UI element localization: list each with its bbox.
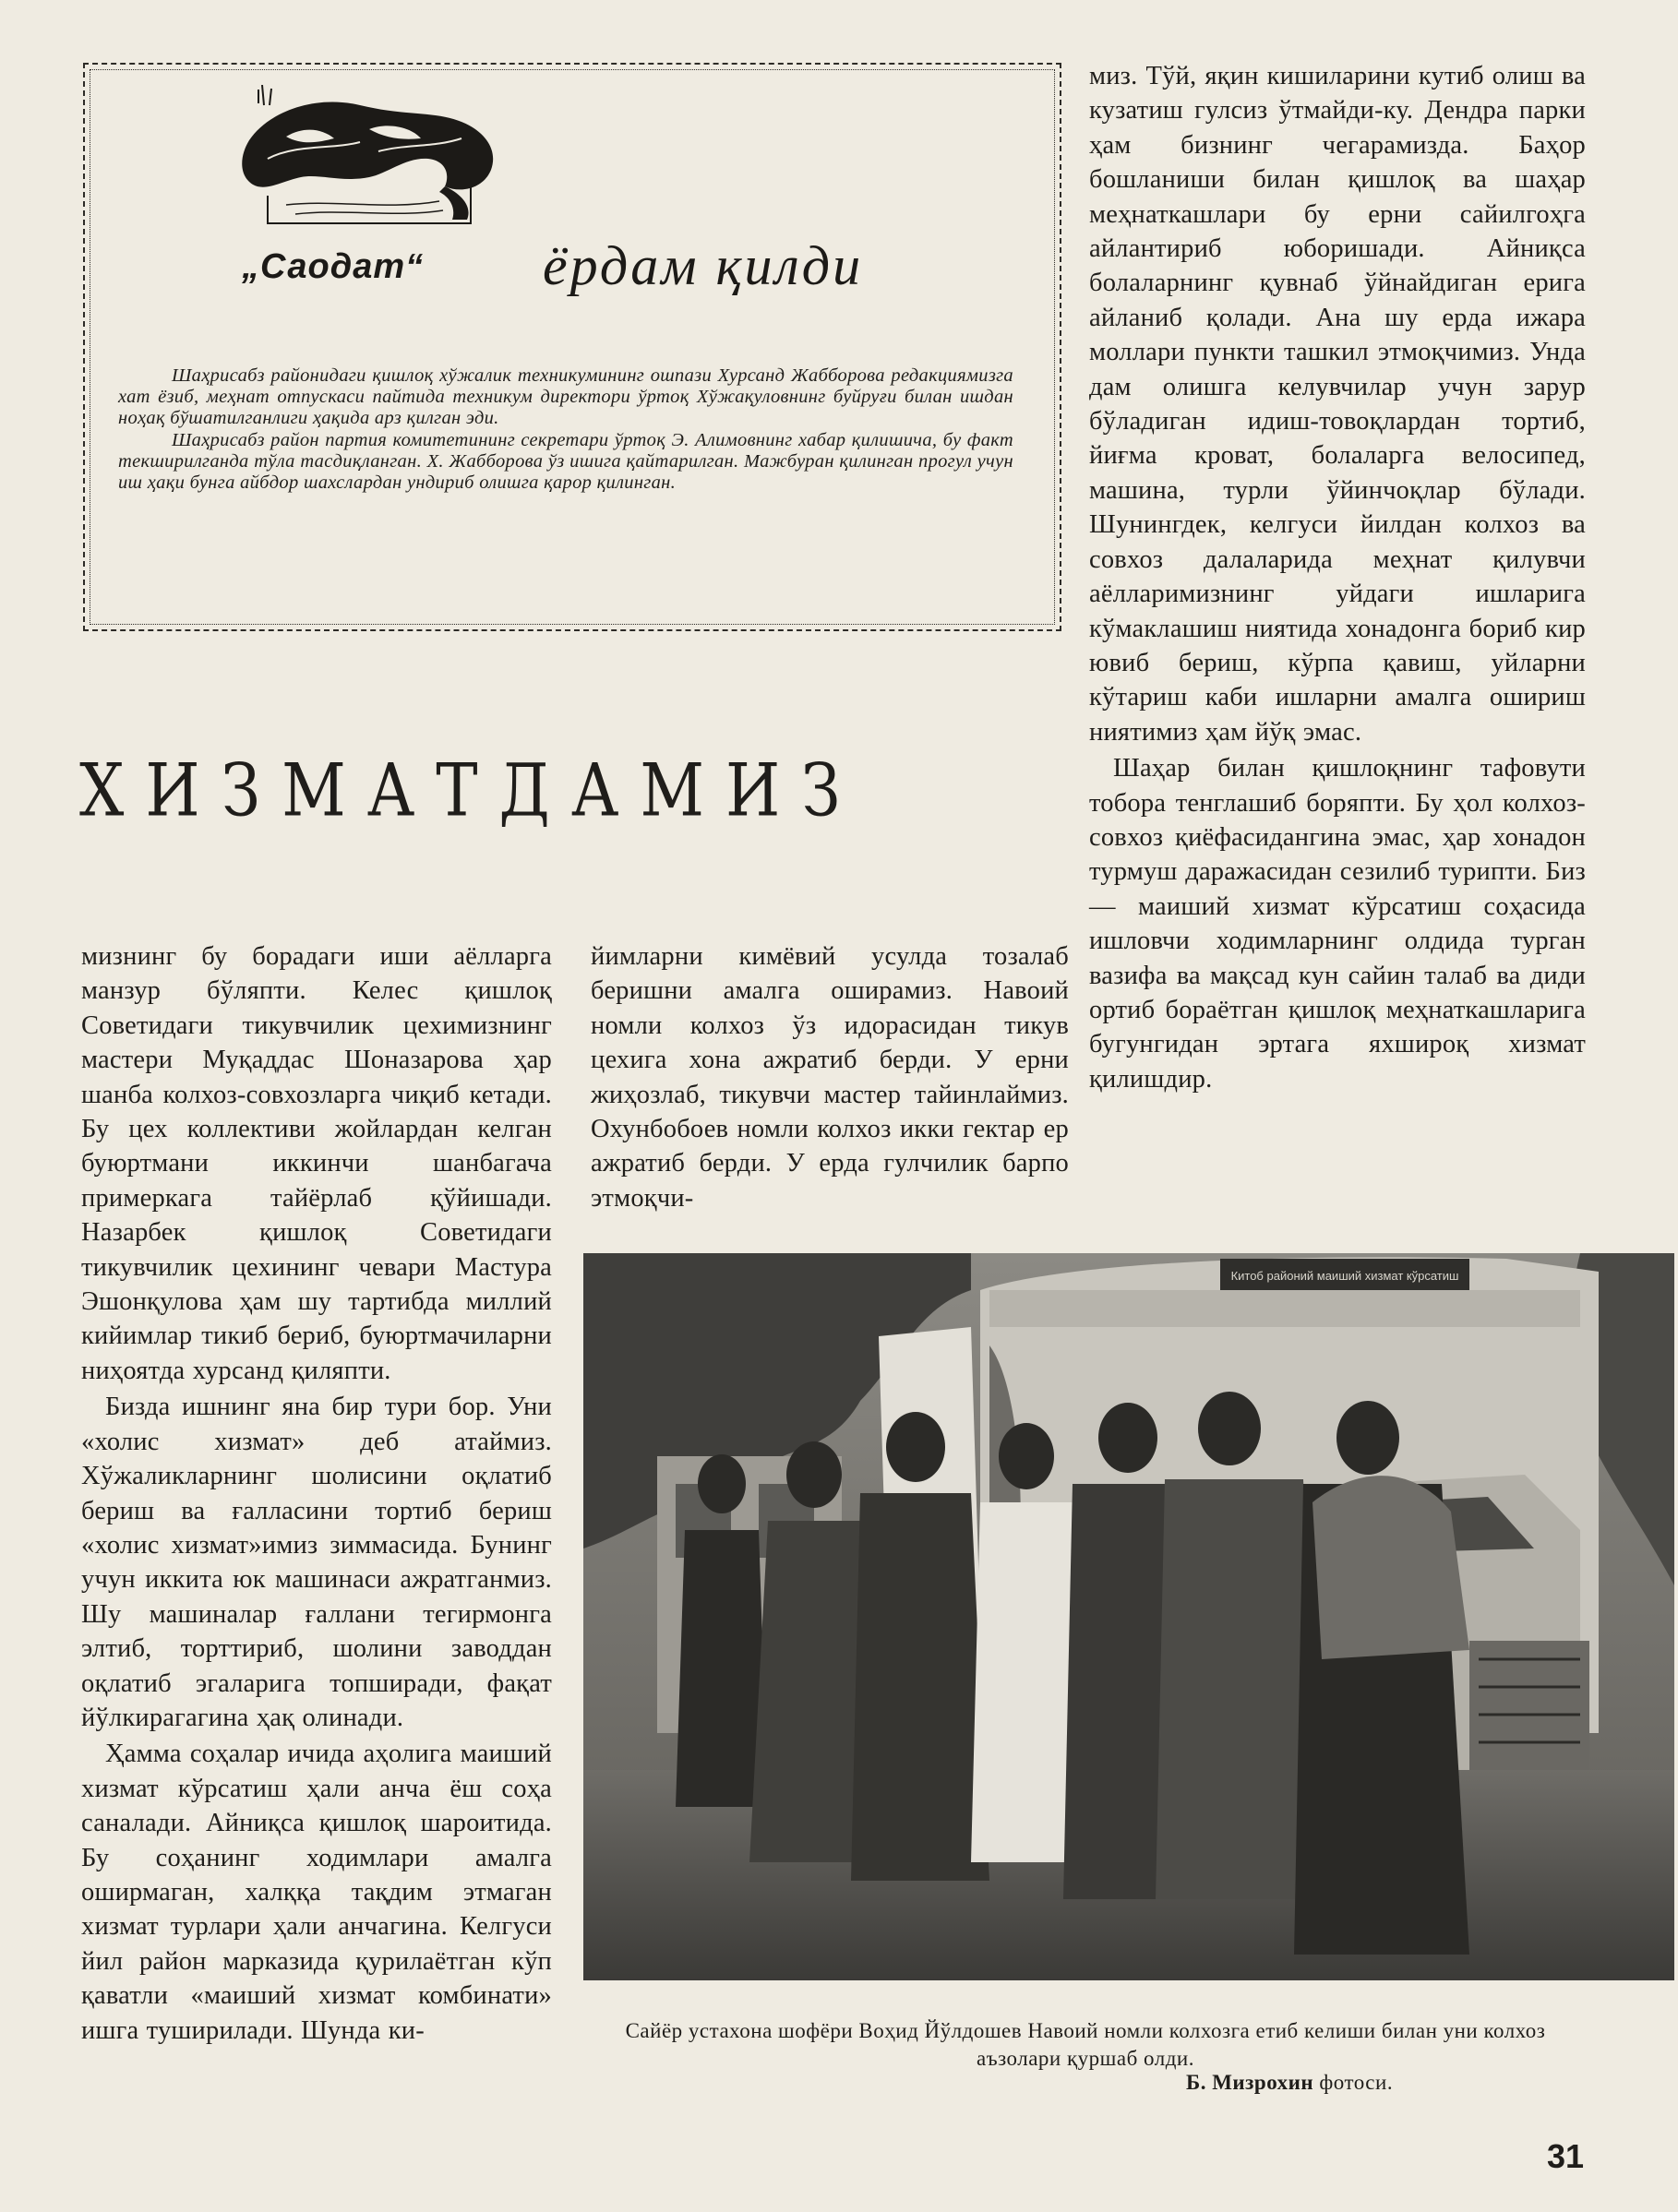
notice-title: ёрдам қилди (543, 235, 864, 296)
left-paragraph-2: Бизда ишнинг яна бир тури бор. Уни «холис хизмат» деб атаймиз. Хўжаликларнинг шолисини оқлатиб бериш ва ғалласини тортиб бериш «холис хизмат»имиз зиммасида. Бунинг учун иккита юк машинаси ажратганмиз. Шу машиналар ғаллани тегирмонга элтиб, торттириб, шолини заводдан оқлатиб эгаларига топширади, фақат йўлкирагагина ҳақ олинади. (81, 1393, 552, 1732)
saodat-logo: „Саодат“ (242, 247, 425, 286)
left-paragraph-3: Ҳамма соҳалар ичида аҳолига маиший хизмат кўрсатиш ҳали анча ёш соҳа саналади. Айниқса қишлоқ шароитида. Бу соҳанинг ходимлари амалга оширмаган, халққа тақдим этмаган хизмат турлари ҳали анчагина. Келгуси йил район марказида қурилаётган кўп қаватли «маиший хизмат комбинати» ишга туширилади. Шунда ки- (81, 1740, 552, 2045)
headline: ХИЗМАТДАМИЗ (79, 749, 862, 833)
right-paragraph-2: Шаҳар билан қишлоқнинг тафовути тобора тенглашиб боряпти. Бу ҳол колхоз-совхоз қиёфасидангина эмас, ҳар хонадон турмуш даражасидан сезилиб турипти. Биз — маиший хизмат кўрсатиш соҳасида ишловчи ходимларнинг олдида турган вазифа ва мақсад кун сайин талаб ва диди ортиб бораётган қишлоқ меҳнаткашларига бугунгидан эртага яхшироқ хизмат қилишдир. (1089, 754, 1586, 1094)
notice-box (83, 63, 1061, 631)
photo-credit-name: Б. Мизрохин (1186, 2071, 1314, 2094)
right-column (1089, 59, 1586, 1096)
right-paragraph-1: миз. Тўй, яқин кишиларини кутиб олиш ва кузатиш гулсиз ўтмайди-ку. Дендра парки ҳам бизнинг чегарамизда. Баҳор бошланиши билан қишлоқ ва шаҳар меҳнаткашлари бу ерни сайилгоҳга айлантириб юборишади. Айниқса болаларнинг қувнаб ўйнайдиган ерига айланиб қолади. Ана шу ерда ижара моллари пункти ташкил этмоқчимиз. Унда дам олишга келувчилар учун зарур бўладиган идиш-товоқлардан тортиб, йиғма кроват, болаларга велосипед, машина, турли ўйинчоқлар бўлади. Шунингдек, келгуси йилдан колхоз ва совхоз далаларида меҳнат қилувчи аёлларимизнинг уйдаги ишларига кўмаклашиш ниятида хонадонга бориб кир ювиб бериш, кўрпа қавиш, уйларни кўтариш каби ишларни амалга ошириш ниятимиз ҳам йўқ эмас. (1089, 62, 1586, 747)
left-paragraph-1: мизнинг бу борадаги иши аёлларга манзур бўляпти. Келес қишлоқ Советидаги тикувчилик цехимизнинг мастери Муқаддас Шоназарова ҳар шанба колхоз-совхозларга чиқиб кетади. Бу цех коллективи жойлардан келган буюртмани иккинчи шанбагача примеркага тайёрлаб қўйишади. Назарбек қишлоқ Советидаги тикувчилик цехининг чевари Мастура Эшонқулова ҳам шу тартибда миллий кийимлар тикиб бериб, буюртмачиларни ниҳоятда хурсанд қиляпти. (81, 942, 552, 1385)
truck-sign-text: Китоб районий маиший хизмат кўрсатиш (1230, 1269, 1459, 1283)
notice-paragraph: Шаҳрисабз район партия комитетининг секретари ўртоқ Э. Алимовнинг хабар қилишича, бу факт текширилганда тўла тасдиқланган. Х. Жабборова ўз ишига қайтарилган. Мажбуран қилинган прогул учун иш ҳақи бунга айбдор шахслардан ундириб олишга қарор қилинган. (118, 429, 1013, 494)
photo-credit-suffix: фотоси. (1319, 2071, 1394, 2094)
woman-hair-illustration (231, 85, 517, 233)
photo-credit (1186, 2071, 1393, 2095)
page-number: 31 (1547, 2137, 1585, 2175)
photograph (583, 1253, 1674, 1980)
middle-column (591, 939, 1069, 1215)
notice-paragraph: Шаҳрисабз районидаги қишлоқ хўжалик техникумининг ошпази Хурсанд Жабборова редакциямизга хат ёзиб, меҳнат отпускаси пайтида техникум директори ўртоқ Хўжақуловнинг буйруғи билан ишдан ноҳақ бўшатилганлиги ҳақида арз қилган эди. (118, 365, 1013, 429)
left-column (81, 939, 552, 2048)
middle-paragraph-1: йимларни кимёвий усулда тозалаб беришни амалга оширамиз. Навоий номли колхоз ўз идорасидан тикув цехига хона ажратиб берди. У ерни жиҳозлаб, тикувчи мастер тайинлаймиз. Охунбобоев номли колхоз икки гектар ер ажратиб берди. У ерда гулчилик барпо этмоқчи- (591, 942, 1069, 1213)
photo-caption: Сайёр устахона шофёри Воҳид Йўлдошев Навоий номли колхозга етиб келиши билан уни колхоз аъзолари қуршаб олди. (625, 2019, 1546, 2070)
notice-text (118, 365, 1013, 494)
photo-scene (583, 1253, 1674, 1980)
